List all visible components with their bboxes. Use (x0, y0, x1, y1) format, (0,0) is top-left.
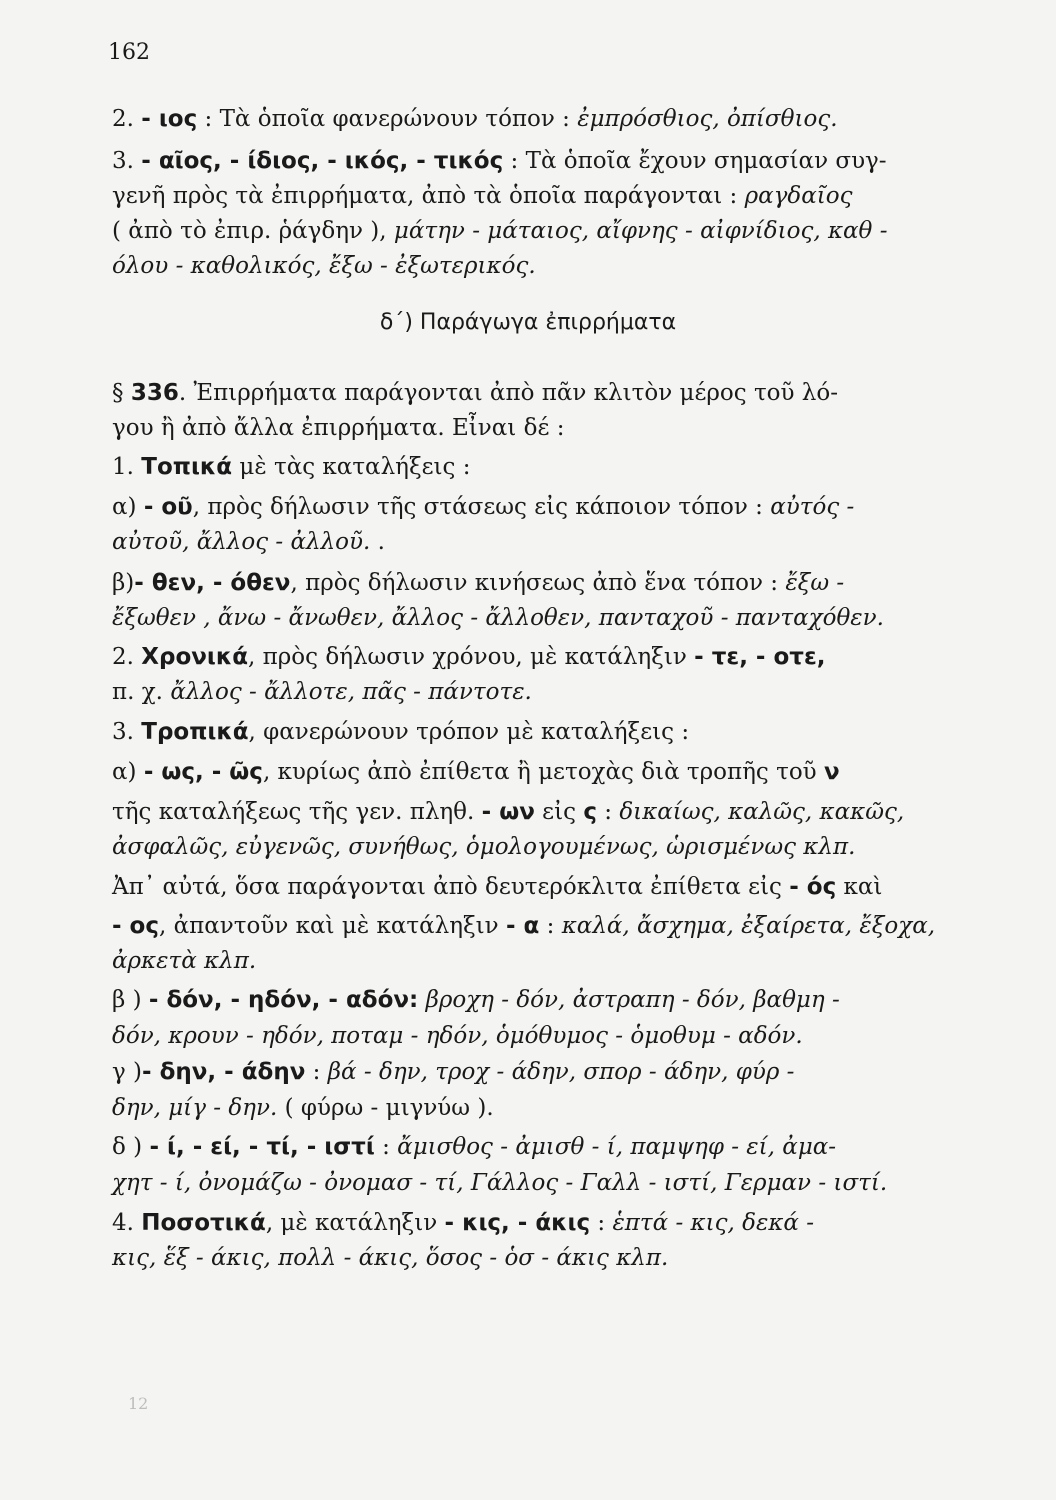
bold-suffix: - ων (481, 799, 535, 825)
text-segment: . Ἐπιρρήματα παράγονται ἀπὸ πᾶν κλιτὸν μέρος τοῦ λό- (178, 380, 839, 406)
text-segment: , φανερώνουν τρόπον μὲ καταλήξεις : (248, 719, 690, 745)
text-line (112, 181, 944, 211)
text-segment: . (370, 529, 385, 555)
text-segment: § (112, 380, 131, 406)
text-line (112, 1021, 944, 1051)
italic-example: δην, μίγ - δην. (112, 1095, 278, 1121)
text-line (112, 642, 944, 672)
text-line (112, 1132, 944, 1162)
text-line (112, 413, 944, 443)
text-line (112, 1208, 944, 1238)
bold-suffix: - δόν, - ηδόν, - αδόν: (148, 987, 419, 1013)
text-segment: , πρὸς δήλωσιν τῆς στάσεως εἰς κάποιον τόπον : (192, 494, 771, 520)
italic-example: χητ - ί, ὀνομάζω - ὀνομασ - τί, Γάλλος - Γαλλ - ιστί, Γερμαν - ιστί. (112, 1170, 888, 1196)
text-segment: 2. (112, 106, 142, 132)
text-segment: 3. (112, 148, 142, 174)
text-segment: : (596, 799, 620, 825)
bold-suffix: - κις, - άκις (444, 1210, 591, 1236)
text-segment: : (590, 1210, 613, 1236)
italic-example: όλου - καθολικός, ἔξω - ἐξωτερικός. (112, 253, 536, 279)
text-line (112, 492, 944, 522)
text-segment: ( φύρω - μιγνύω ). (277, 1095, 494, 1121)
bold-suffix: Χρονικά (141, 644, 249, 670)
italic-example: δικαίως, καλῶς, κακῶς, (619, 799, 905, 825)
text-segment: δ ) (112, 1134, 150, 1160)
text-line (112, 946, 944, 976)
italic-example: ἔξω - (785, 570, 845, 596)
italic-example: ἀσφαλῶς, εὐγενῶς, συνήθως, ὁμολογουμένως, ὡρισμένως κλπ. (112, 834, 856, 860)
text-segment: : (305, 1059, 328, 1085)
text-line (112, 1057, 944, 1087)
text-segment: Ἀπ᾽ αὐτά, ὅσα παράγονται ἀπὸ δευτερόκλιτα ἐπίθετα εἰς (112, 874, 790, 900)
bold-suffix: - δην, - άδην (142, 1059, 306, 1085)
bold-suffix: - τε, - οτε, (694, 644, 826, 670)
bold-suffix: - ιος (141, 106, 198, 132)
text-segment: γ ) (112, 1059, 143, 1085)
text-line (112, 452, 944, 482)
italic-example: ἄμισθος - ἀμισθ - ί, παμψηφ - εί, ἀμα- (397, 1134, 837, 1160)
text-line (112, 911, 944, 941)
text-segment: : Τὰ ὁποῖα φανερώνουν τόπον : (197, 106, 578, 132)
bold-suffix: - ί, - εί, - τί, - ιστί (149, 1134, 375, 1160)
bold-suffix: 336 (130, 380, 179, 406)
text-line (112, 1093, 944, 1123)
text-segment: 3. (112, 719, 142, 745)
text-line (112, 717, 944, 747)
text-line (112, 378, 944, 408)
text-segment: 1. (112, 454, 142, 480)
italic-example: μάτην - μάταιος, αἴφνης - αἰφνίδιος, καθ - (393, 218, 888, 244)
text-line (112, 1168, 944, 1198)
italic-example: ἐμπρόσθιος, ὀπίσθιος. (577, 106, 838, 132)
text-segment: ( ἀπὸ τὸ ἐπιρ. ῥάγδην ), (112, 218, 394, 244)
italic-example: ἑπτά - κις, δεκά - (612, 1210, 815, 1236)
italic-example: βά - δην, τροχ - άδην, σπορ - άδην, φύρ - (327, 1059, 795, 1085)
bold-suffix: Τροπικά (141, 719, 249, 745)
italic-example: δόν, κρουν - ηδόν, ποταμ - ηδόν, ὁμόθυμος - ὁμοθυμ - αδόν. (112, 1023, 803, 1049)
text-line (112, 797, 944, 827)
text-line (112, 146, 944, 176)
text-line (112, 1243, 944, 1273)
text-line (112, 832, 944, 862)
text-line (112, 251, 944, 281)
italic-example: ραγδαῖος (744, 183, 853, 209)
text-line (112, 872, 944, 902)
bold-suffix: - ως, - ῶς (143, 759, 263, 785)
text-segment: β) (112, 570, 135, 596)
text-segment: : (539, 913, 562, 939)
text-segment: γου ἢ ἀπὸ ἄλλα ἐπιρρήματα. Εἶναι δέ : (112, 415, 565, 441)
page-number: 162 (108, 40, 150, 65)
italic-example: βροχη - δόν, ἀστραπη - δόν, βαθμη - (425, 987, 840, 1013)
bold-suffix: ς (583, 799, 597, 825)
faint-mark: 12 (128, 1394, 149, 1413)
italic-example: ἄλλος - ἄλλοτε, πᾶς - πάντοτε. (170, 679, 532, 705)
text-line (112, 104, 944, 134)
text-segment: καὶ (836, 874, 883, 900)
text-segment (418, 987, 425, 1013)
bold-suffix: Τοπικά (141, 454, 233, 480)
bold-suffix: - θεν, - όθεν (134, 570, 291, 596)
text-segment: τῆς καταλήξεως τῆς γεν. πληθ. (112, 799, 482, 825)
text-segment: α) (112, 494, 144, 520)
text-segment: π. χ. (112, 679, 171, 705)
bold-suffix: - αῖος, - ίδιος, - ικός, - τικός (141, 148, 504, 174)
bold-suffix: ν (823, 759, 840, 785)
text-segment: , πρὸς δήλωσιν κινήσεως ἀπὸ ἕνα τόπον : (290, 570, 786, 596)
bold-suffix: - ος (112, 913, 159, 939)
italic-example: αὐτός - (770, 494, 855, 520)
text-line (112, 603, 944, 633)
text-segment: : (374, 1134, 398, 1160)
text-line (112, 527, 944, 557)
text-segment: μὲ τὰς καταλήξεις : (232, 454, 471, 480)
italic-example: ἀρκετὰ κλπ. (112, 948, 257, 974)
text-segment: , πρὸς δήλωσιν χρόνου, μὲ κατάληξιν (248, 644, 695, 670)
text-segment: β ) (112, 987, 149, 1013)
bold-suffix: Ποσοτικά (141, 1210, 266, 1236)
text-segment: 4. (112, 1210, 142, 1236)
text-segment: εἰς (534, 799, 584, 825)
bold-suffix: - ός (789, 874, 837, 900)
bold-suffix: - οῦ (143, 494, 193, 520)
text-segment: γενῆ πρὸς τὰ ἐπιρρήματα, ἀπὸ τὰ ὁποῖα παράγονται : (112, 183, 745, 209)
text-line (112, 677, 944, 707)
text-line (112, 985, 944, 1015)
text-line (112, 216, 944, 246)
italic-example: ἔξωθεν , ἄνω - ἄνωθεν, ἄλλος - ἄλλοθεν, πανταχοῦ - πανταχόθεν. (112, 605, 884, 631)
text-segment: 2. (112, 644, 142, 670)
text-segment: α) (112, 759, 144, 785)
text-segment: , ἀπαντοῦν καὶ μὲ κατάληξιν (159, 913, 506, 939)
italic-example: καλά, ἄσχημα, ἐξαίρετα, ἔξοχα, (561, 913, 936, 939)
italic-example: αὐτοῦ, ἄλλος - ἀλλοῦ. (112, 529, 371, 555)
text-segment: : Τὰ ὁποῖα ἔχουν σημασίαν συγ- (503, 148, 887, 174)
text-segment: , μὲ κατάληξιν (265, 1210, 445, 1236)
section-heading: δ΄) Παράγωγα ἐπιρρήματα (379, 310, 677, 335)
text-segment: , κυρίως ἀπὸ ἐπίθετα ἢ μετοχὰς διὰ τροπῆς τοῦ (262, 759, 824, 785)
italic-example: κις, ἕξ - άκις, πολλ - άκις, ὅσος - ὁσ - άκις κλπ. (112, 1245, 669, 1271)
text-line (112, 757, 944, 787)
text-line (112, 568, 944, 598)
bold-suffix: - α (505, 913, 540, 939)
